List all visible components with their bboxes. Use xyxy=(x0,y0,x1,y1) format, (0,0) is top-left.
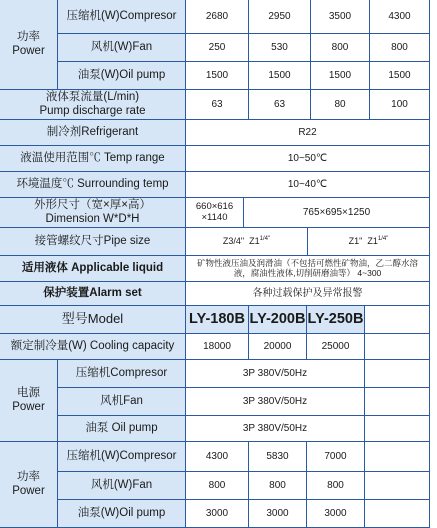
dimension-value-1: 660×616 ×1140 xyxy=(186,198,244,228)
value-cell: 1500 xyxy=(249,62,311,90)
model-header-cell: LY-200B xyxy=(249,306,307,334)
value-cell: 800 xyxy=(249,472,307,500)
pipe-value-b-sup: 1/4" xyxy=(259,236,271,243)
pipe-value-b-sup: 1/4" xyxy=(377,236,389,243)
value-cell: 100 xyxy=(370,90,430,120)
cooling-capacity-label: 额定制冷量(W) Cooling capacity xyxy=(0,334,186,360)
empty-cell xyxy=(365,306,430,334)
value-cell: 530 xyxy=(249,34,311,62)
value-cell: 800 xyxy=(370,34,430,62)
value-cell: 4300 xyxy=(186,442,249,472)
alarm-set-value: 各种过载保护及异常报警 xyxy=(186,282,430,306)
value-cell: 250 xyxy=(186,34,249,62)
pump-discharge-label-en: Pump discharge rate xyxy=(39,104,146,117)
alarm-set-label: 保护装置Alarm set xyxy=(0,282,186,306)
supply-oilpump-label: 油泵 Oil pump xyxy=(58,416,186,442)
supply-oilpump-value: 3P 380V/50Hz xyxy=(186,416,365,442)
empty-cell xyxy=(365,472,430,500)
group-power-top: 功率 Power xyxy=(0,0,58,90)
value-cell: 800 xyxy=(186,472,249,500)
value-cell: 7000 xyxy=(307,442,365,472)
value-cell: 4300 xyxy=(370,0,430,34)
value-cell: 2680 xyxy=(186,0,249,34)
power-oilpump-label: 油泵(W)Oil pump xyxy=(58,62,186,90)
pipe-value-a: Z1" xyxy=(348,236,363,247)
value-cell: 63 xyxy=(249,90,311,120)
pipe-size-value-2 xyxy=(308,228,430,256)
power-fan-label: 风机(W)Fan xyxy=(58,34,186,62)
dimension-label xyxy=(0,198,186,228)
power-fan-label: 风机(W)Fan xyxy=(58,472,186,500)
surrounding-temp-value: 10~40℃ xyxy=(186,172,430,198)
pipe-size-value-1 xyxy=(186,228,308,256)
refrigerant-value: R22 xyxy=(186,120,430,146)
pump-discharge-label xyxy=(0,90,186,120)
supply-fan-label: 风机Fan xyxy=(58,388,186,416)
refrigerant-label: 制冷剂Refrigerant xyxy=(0,120,186,146)
dimension-label-cn: 外形尺寸（宽×厚×高） xyxy=(34,199,151,212)
value-cell: 1500 xyxy=(186,62,249,90)
value-cell: 800 xyxy=(311,34,370,62)
model-header-cell: LY-180B xyxy=(186,306,249,334)
value-cell: 1500 xyxy=(370,62,430,90)
group-power-supply: 电源 Power xyxy=(0,360,58,442)
empty-cell xyxy=(365,334,430,360)
value-cell: 63 xyxy=(186,90,249,120)
group-power-bottom: 功率 Power xyxy=(0,442,58,528)
model-header-cell: LY-250B xyxy=(307,306,365,334)
value-cell: 5830 xyxy=(249,442,307,472)
value-cell: 80 xyxy=(311,90,370,120)
applicable-liquid-label: 适用液体 Applicable liquid xyxy=(0,256,186,282)
empty-cell xyxy=(365,442,430,472)
supply-compressor-value: 3P 380V/50Hz xyxy=(186,360,365,388)
pipe-size-label: 接管螺纹尺寸Pipe size xyxy=(0,228,186,256)
value-cell: 1500 xyxy=(311,62,370,90)
temp-range-label: 液温使用范围℃ Temp range xyxy=(0,146,186,172)
value-cell: 18000 xyxy=(186,334,249,360)
temp-range-value: 10~50℃ xyxy=(186,146,430,172)
surrounding-temp-label: 环境温度℃ Surrounding temp xyxy=(0,172,186,198)
value-cell: 25000 xyxy=(307,334,365,360)
applicable-liquid-value: 矿物性液压油及润滑油（不包括可燃性矿物油，乙二醇水溶液，腐油性液体,切削研磨油等） 4~300 xyxy=(186,256,430,282)
empty-cell xyxy=(365,388,430,416)
power-compressor-label: 压缩机(W)Compresor xyxy=(58,0,186,34)
value-cell: 3500 xyxy=(311,0,370,34)
value-cell: 20000 xyxy=(249,334,307,360)
pipe-value-b: Z1 xyxy=(367,236,378,247)
dimension-value-2: 765×695×1250 xyxy=(244,198,430,228)
pump-discharge-label-cn: 液体泵流量(L/min) xyxy=(45,91,140,104)
value-cell: 3000 xyxy=(186,500,249,528)
empty-cell xyxy=(365,416,430,442)
power-compressor-label: 压缩机(W)Compresor xyxy=(58,442,186,472)
model-header-label: 型号Model xyxy=(0,306,186,334)
value-cell: 800 xyxy=(307,472,365,500)
dimension-label-en: Dimension W*D*H xyxy=(45,212,140,225)
supply-fan-value: 3P 380V/50Hz xyxy=(186,388,365,416)
supply-compressor-label: 压缩机Compresor xyxy=(58,360,186,388)
empty-cell xyxy=(365,360,430,388)
pipe-value-a: Z3/4" xyxy=(222,236,245,247)
empty-cell xyxy=(365,500,430,528)
pipe-value-b: Z1 xyxy=(249,236,260,247)
power-oilpump-label: 油泵(W)Oil pump xyxy=(58,500,186,528)
value-cell: 3000 xyxy=(249,500,307,528)
value-cell: 2950 xyxy=(249,0,311,34)
value-cell: 3000 xyxy=(307,500,365,528)
